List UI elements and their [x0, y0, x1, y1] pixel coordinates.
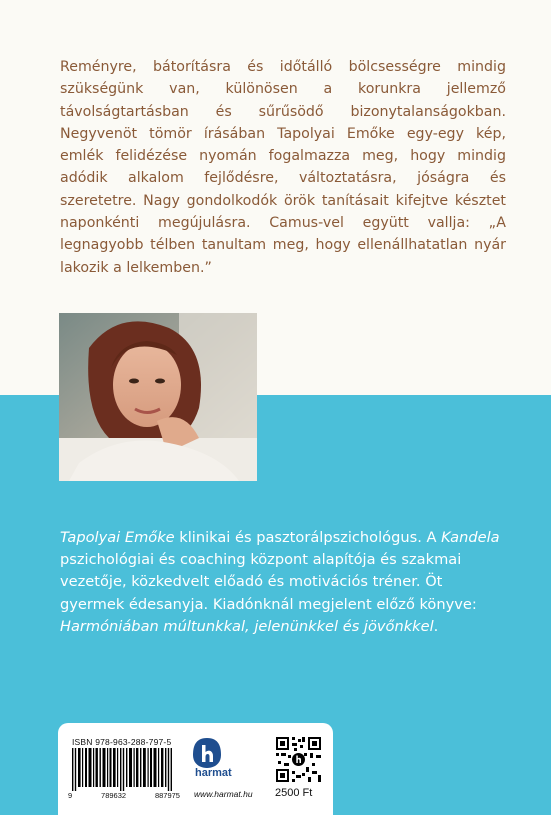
barcode-digit-group: 887975 — [154, 791, 180, 800]
publisher-website: www.harmat.hu — [194, 789, 253, 799]
bio-text-1: klinikai és pasztorálpszichológus. A — [174, 529, 442, 546]
barcode-panel — [58, 723, 333, 815]
back-cover-blurb: Reményre, bátorításra és időtálló bölcsességre mindig szükségünk van, különösen a korunkra jellemző távolságtartásban és sűrűsödő bizonytalanságokban. Negyvenöt tömör írásában Tapolyai Emőke egy-egy kép, emlék felidézése nyomán fogalmazza meg, hogy mindig adódik alkalom fejlődésre, változtatásra, jóságra és szeretetre. Nagy gondolkodók örök tanításait kifejtve késztet naponkénti megújulásra. Camus-vel együtt vallja: „A legnagyobb télben tanultam meg, hogy ellenállhatatlan nyár lakozik a lelkemben.” — [60, 59, 506, 276]
barcode-digits — [68, 791, 180, 800]
price-label: 2500 Ft — [275, 787, 313, 799]
barcode-digit-group: 9 — [68, 791, 73, 800]
author-name: Tapolyai Emőke — [60, 529, 175, 546]
author-photo — [59, 313, 257, 481]
barcode-digit-group: 789632 — [101, 791, 127, 800]
previous-book-title: Harmóniában múltunkkal, jelenünkkel és jövőnkkel — [60, 617, 434, 635]
harmat-logo-icon — [192, 737, 222, 769]
publisher-name: harmat — [195, 767, 232, 779]
qr-code-icon — [276, 737, 321, 782]
bio-text-2: pszichológiai és coaching központ alapítója és szakmai vezetője, közkedvelt előadó és motivációs tréner. Öt gyermek édesanyja. Kiadónknál megjelent előző könyve: — [60, 551, 477, 613]
barcode-image — [72, 748, 172, 791]
bio-text-3: . — [433, 617, 439, 635]
author-bio — [60, 527, 510, 638]
isbn-number: ISBN 978-963-288-797-5 — [72, 737, 172, 747]
center-name: Kandela — [441, 529, 500, 546]
